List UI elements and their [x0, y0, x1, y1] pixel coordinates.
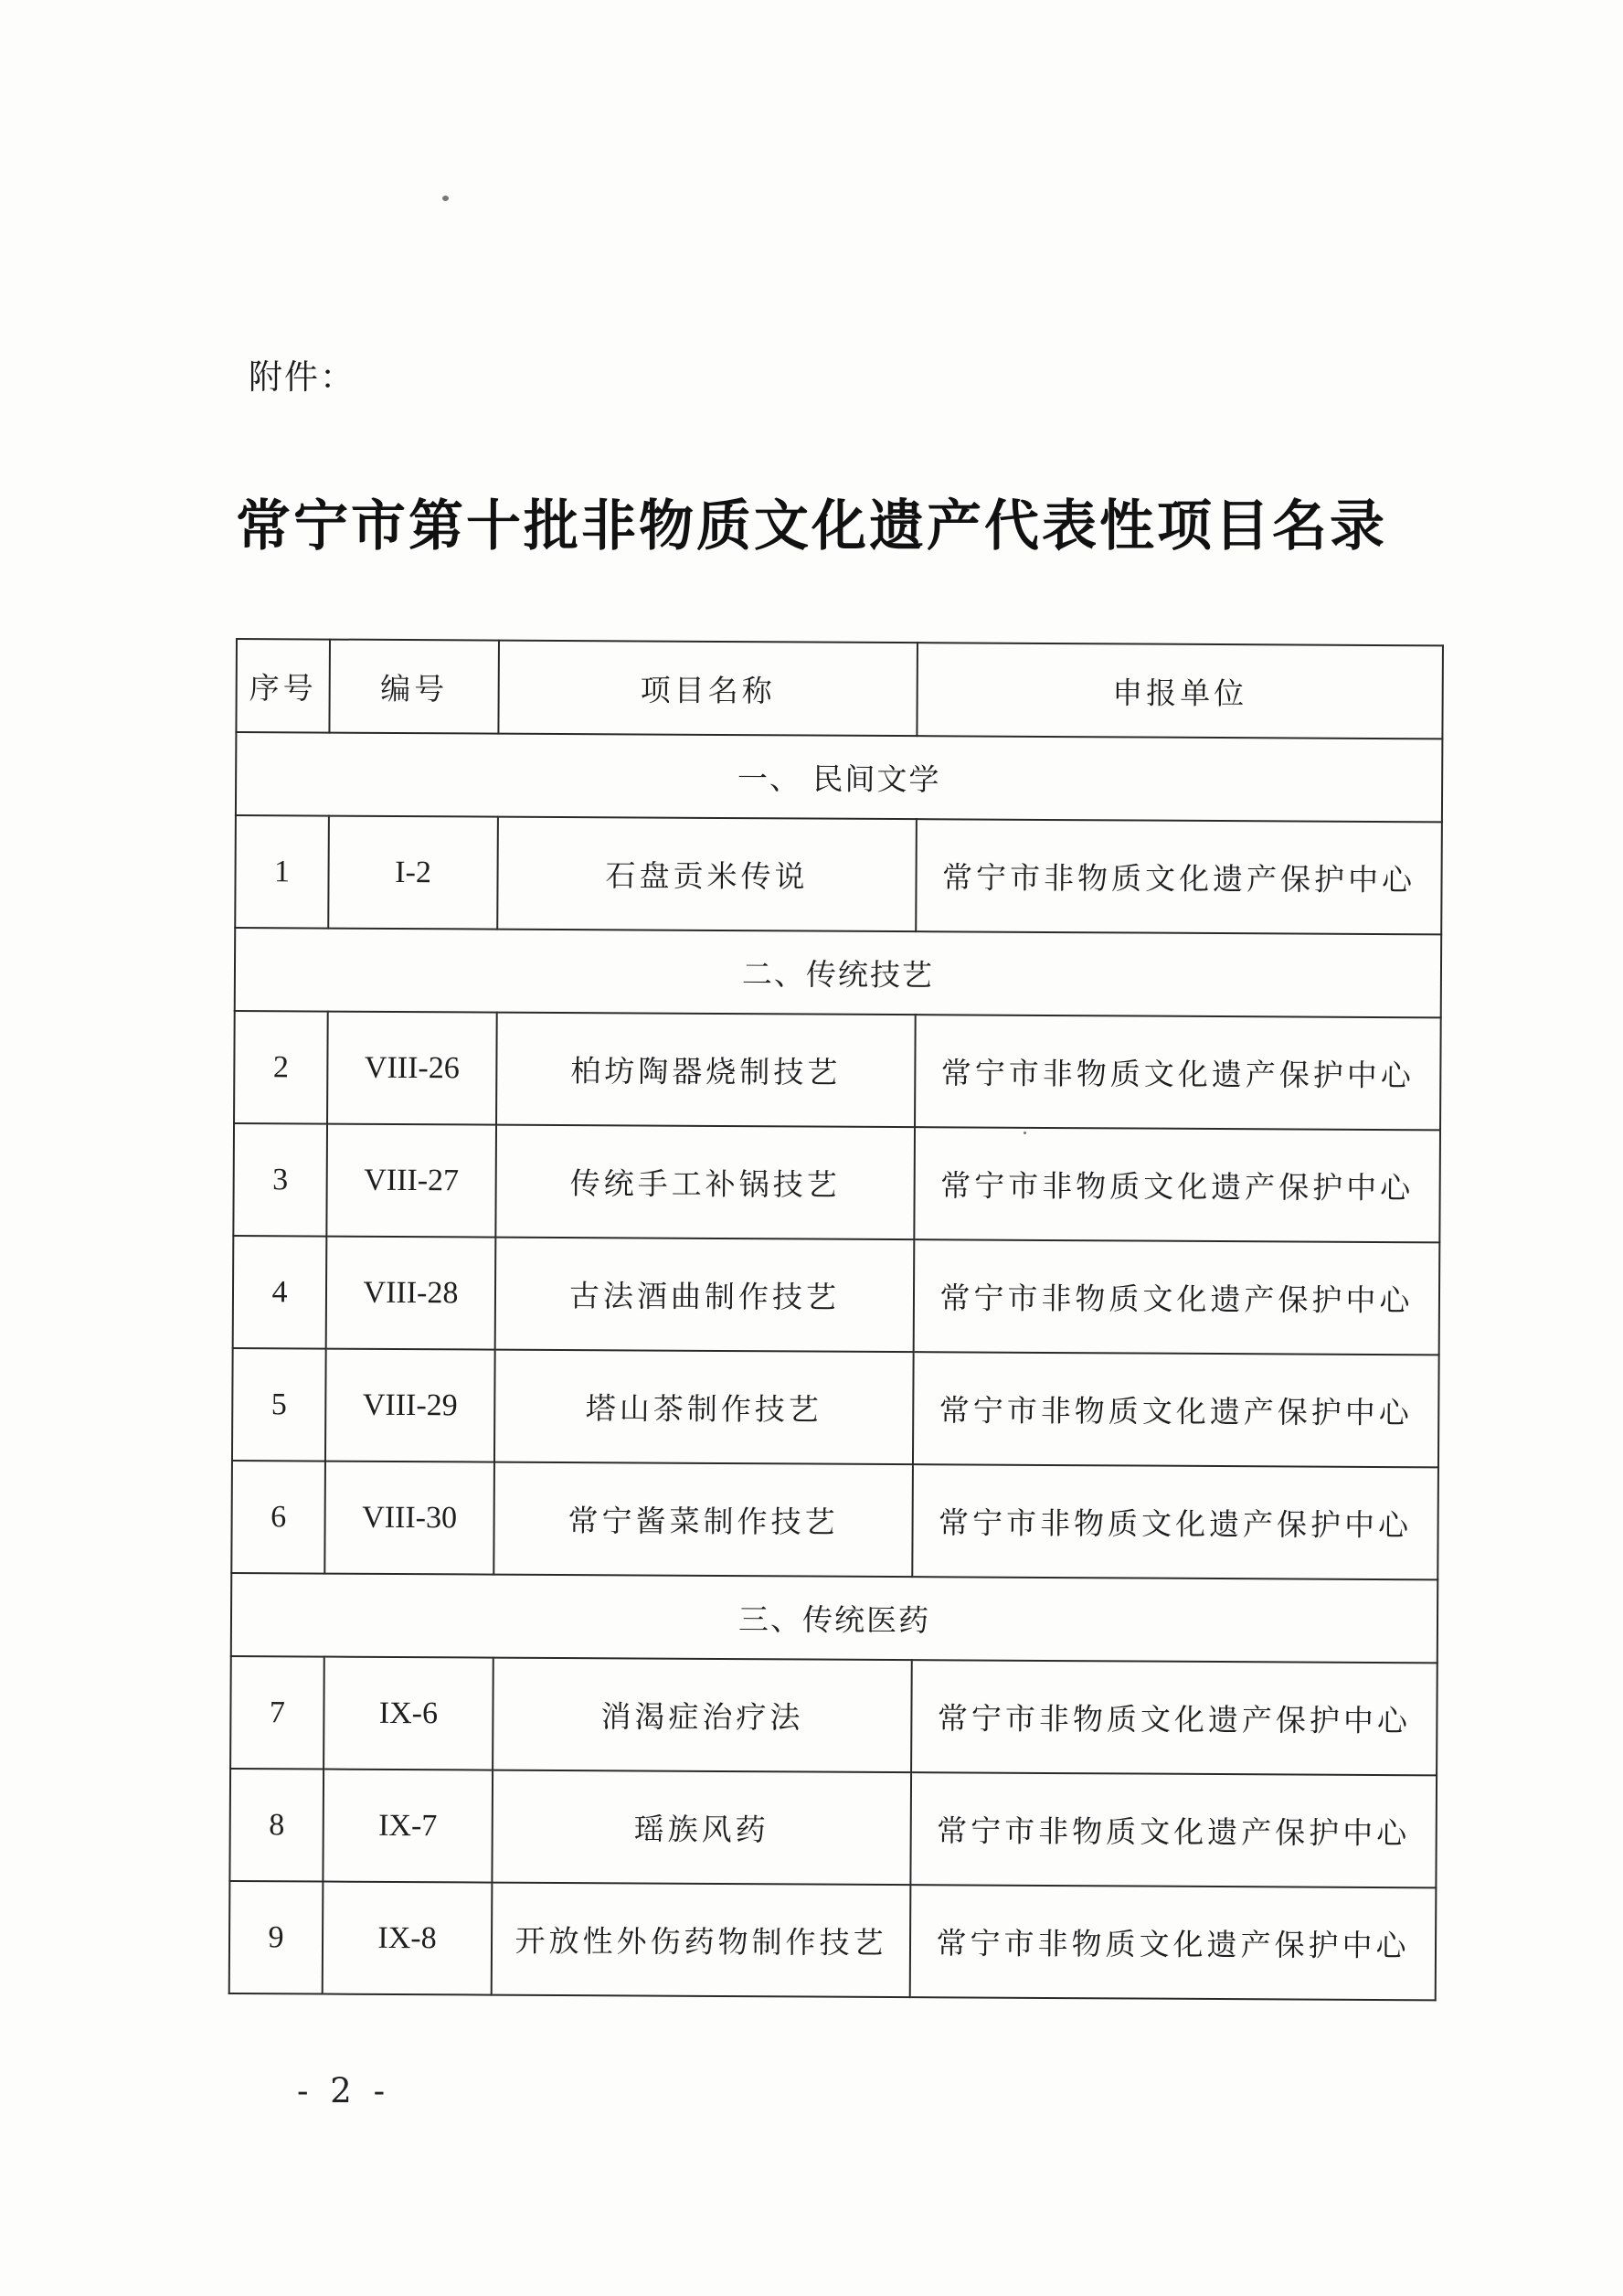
cell-serial-no: 9 [229, 1881, 324, 1994]
cell-serial-no: 5 [232, 1348, 326, 1462]
cell-serial-no: 8 [229, 1769, 324, 1882]
cell-serial-no: 2 [234, 1011, 328, 1124]
cell-code: IX-7 [323, 1770, 493, 1883]
cell-applicant-unit: 常宁市非物质文化遗产保护中心 [914, 1239, 1440, 1355]
header-applicant-unit: 申报单位 [917, 643, 1443, 739]
cell-code: VIII-29 [325, 1349, 495, 1462]
cell-serial-no: 7 [230, 1656, 324, 1770]
header-code: 编号 [329, 640, 499, 734]
table-row [231, 1461, 1438, 1579]
cell-code: VIII-27 [326, 1124, 496, 1238]
cell-code: IX-6 [324, 1657, 493, 1770]
cell-applicant-unit: 常宁市非物质文化遗产保护中心 [911, 1660, 1437, 1775]
cell-applicant-unit: 常宁市非物质文化遗产保护中心 [916, 819, 1442, 934]
cell-serial-no: 3 [233, 1123, 327, 1237]
table-row [232, 1348, 1439, 1467]
cell-applicant-unit: 常宁市非物质文化遗产保护中心 [912, 1464, 1438, 1579]
cell-serial-no: 6 [231, 1461, 325, 1574]
cell-project-name: 消渴症治疗法 [493, 1658, 912, 1773]
section-heading: 二、传统技艺 [235, 928, 1441, 1017]
cell-project-name: 常宁酱菜制作技艺 [493, 1462, 913, 1578]
cell-applicant-unit: 常宁市非物质文化遗产保护中心 [914, 1127, 1440, 1242]
section-heading-row [231, 1573, 1437, 1663]
cell-project-name: 古法酒曲制作技艺 [495, 1238, 915, 1353]
cell-project-name: 瑶族风药 [492, 1770, 911, 1886]
table-row [235, 815, 1442, 934]
header-project-name: 项目名称 [498, 641, 918, 737]
cell-applicant-unit: 常宁市非物质文化遗产保护中心 [913, 1352, 1439, 1467]
section-heading: 三、传统医药 [231, 1573, 1437, 1663]
header-serial-no: 序号 [236, 639, 330, 733]
section-heading-row [236, 732, 1442, 822]
cell-code: VIII-28 [326, 1237, 496, 1350]
table-row [233, 1123, 1440, 1242]
cell-project-name: 塔山茶制作技艺 [494, 1350, 914, 1465]
cell-project-name: 石盘贡米传说 [497, 817, 917, 932]
attachment-label: 附件： [249, 357, 355, 397]
cell-code: VIII-26 [327, 1012, 497, 1125]
cell-serial-no: 4 [233, 1236, 327, 1349]
cell-applicant-unit: 常宁市非物质文化遗产保护中心 [910, 1772, 1437, 1887]
table-row [234, 1011, 1441, 1130]
cell-applicant-unit: 常宁市非物质文化遗产保护中心 [915, 1015, 1441, 1130]
page-number: - 2 - [297, 2071, 391, 2110]
document-title: 常宁市第十批非物质文化遗产代表性项目名录 [236, 494, 1387, 558]
section-heading-row [235, 928, 1441, 1017]
heritage-list-table-wrapper [228, 638, 1444, 2001]
cell-project-name: 柏坊陶器烧制技艺 [496, 1013, 916, 1128]
table-row [230, 1656, 1437, 1775]
section-heading: 一、 民间文学 [236, 732, 1442, 822]
heritage-list-table [228, 638, 1444, 2001]
cell-applicant-unit: 常宁市非物质文化遗产保护中心 [910, 1885, 1437, 2000]
table-row [229, 1881, 1437, 2000]
table-header-row [236, 639, 1443, 739]
table-row [233, 1236, 1440, 1355]
cell-project-name: 传统手工补锅技艺 [495, 1125, 915, 1240]
cell-code: IX-8 [323, 1882, 493, 1995]
table-row [229, 1769, 1437, 1887]
cell-code: VIII-30 [324, 1462, 494, 1575]
cell-code: I-2 [328, 816, 498, 930]
cell-serial-no: 1 [235, 815, 329, 929]
cell-project-name: 开放性外伤药物制作技艺 [492, 1883, 911, 1998]
scan-speck [442, 196, 449, 201]
